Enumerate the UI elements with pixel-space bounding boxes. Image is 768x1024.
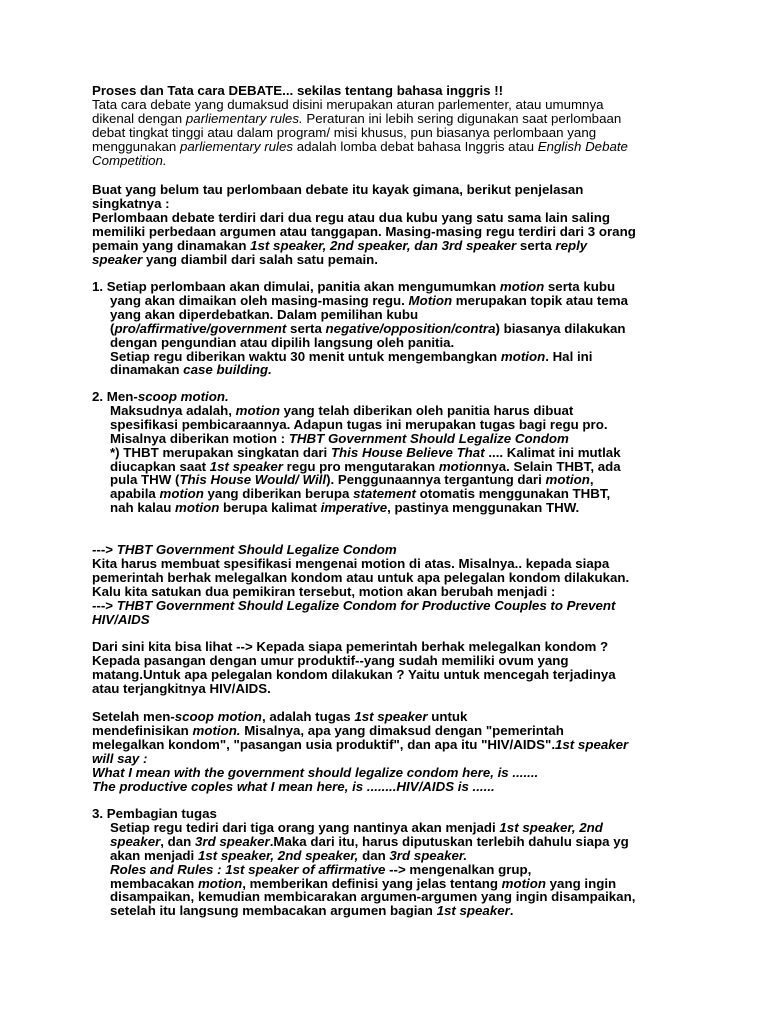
text-line: Setiap regu tediri dari tiga orang yang nantinya akan menjadi 1st speaker, 2nd <box>110 819 603 835</box>
text-line: 1. Setiap perlombaan akan dimulai, panitia akan mengumumkan motion serta kubu <box>92 279 616 294</box>
text-line: disampaikan, kemudian membicarakan argumen-argumen yang ingin disampaikan, <box>110 889 636 905</box>
text-line: speaker, dan 3rd speaker.Maka dari itu, harus diputuskan terlebih dahulu siapa yg <box>110 833 629 849</box>
text-line: dengan pengundian atau dipilih langsung oleh panitia. <box>110 334 455 350</box>
define-section <box>92 710 692 793</box>
text-line: Kalu kita satukan dua pemikiran tersebut, motion akan berubah menjadi : <box>92 583 556 599</box>
text-line: ---> THBT Government Should Legalize Condom <box>92 542 397 557</box>
item-3-section <box>92 807 692 918</box>
text-line: (pro/affirmative/government serta negative/opposition/contra) biasanya dilakukan <box>110 320 626 336</box>
text-line: apabila motion yang diberikan berupa statement otomatis menggunakan THBT, <box>110 486 611 502</box>
text-line: matang.Untuk apa pelegalan kondom dilakukan ? Yaitu untuk mencegah terjadinya <box>92 666 616 682</box>
text-line: spesifikasi pembicaraannya. Adapun tugas ini merupakan tugas bagi regu pro. <box>110 416 608 432</box>
text-line: Competition. <box>92 152 167 168</box>
text-line: will say : <box>92 750 148 766</box>
text-line: Buat yang belum tau perlombaan debate itu kayak gimana, berikut penjelasan <box>92 182 584 197</box>
text-line: debat tingkat tinggi atau dalam program/ misi khusus, pun biasanya perlombaan yang <box>92 124 597 140</box>
text-line: Kepada pasangan dengan umur produktif--yang sudah memiliki ovum yang <box>92 652 569 668</box>
item-2-section <box>92 390 692 515</box>
text-line: Maksudnya adalah, motion yang telah diberikan oleh panitia harus dibuat <box>110 402 574 418</box>
text-line: nah kalau motion berupa kalimat imperative, pastinya menggunakan THW. <box>110 500 580 516</box>
text-line: Roles and Rules : 1st speaker of affirmative --> mengenalkan grup, <box>110 861 532 877</box>
intro-section <box>92 84 692 167</box>
overview-section <box>92 183 692 266</box>
text-line: menggunakan parliementary rules adalah lomba debat bahasa Inggris atau English Debate <box>92 138 628 154</box>
text-line: diucapkan saat 1st speaker regu pro mengutarakan motionnya. Selain THBT, ada <box>110 458 621 474</box>
text-line: Misalnya diberikan motion : THBT Government Should Legalize Condom <box>110 430 569 446</box>
page-title: Proses dan Tata cara DEBATE... sekilas tentang bahasa inggris !! <box>92 83 504 98</box>
text-line: Perlombaan debate terdiri dari dua regu atau dua kubu yang satu sama lain saling <box>92 209 610 225</box>
text-line: The productive coples what I mean here, is ........HIV/AIDS is ...... <box>92 778 495 794</box>
text-line: pemain yang dinamakan 1st speaker, 2nd speaker, dan 3rd speaker serta reply <box>92 237 588 253</box>
text-line: mendefinisikan motion. Misalnya, apa yang dimaksud dengan "pemerintah <box>92 722 564 738</box>
text-line: Kita harus membuat spesifikasi mengenai motion di atas. Misalnya.. kepada siapa <box>92 555 610 571</box>
example-section <box>92 543 692 626</box>
text-line: Setiap regu diberikan waktu 30 menit untuk mengembangkan motion. Hal ini <box>110 348 593 364</box>
analysis-section <box>92 640 692 696</box>
text-line: pemerintah berhak melegalkan kondom atau untuk apa pelegalan kondom dilakukan. <box>92 569 630 585</box>
text-line: singkatnya : <box>92 195 170 211</box>
text-line: atau terjangkitnya HIV/AIDS. <box>92 680 271 696</box>
text-line: speaker yang diambil dari salah satu pemain. <box>92 251 379 267</box>
text-line: setelah itu langsung membacakan argumen bagian 1st speaker. <box>110 903 514 919</box>
text-line: *) THBT merupakan singkatan dari This House Believe That .... Kalimat ini mutlak <box>110 444 621 460</box>
text-line: Dari sini kita bisa lihat --> Kepada siapa pemerintah berhak melegalkan kondom ? <box>92 639 609 654</box>
text-line: yang akan diperdebatkan. Dalam pemilihan kubu <box>110 306 419 322</box>
text-line: 2. Men-scoop motion. <box>92 389 229 404</box>
text-line: membacakan motion, memberikan definisi yang jelas tentang motion yang ingin <box>110 875 617 891</box>
text-line: dinamakan case building. <box>110 362 272 378</box>
text-line: Tata cara debate yang dumaksud disini merupakan aturan parlementer, atau umumnya <box>92 96 604 112</box>
text-line: memiliki perbedaan argumen atau tanggapan. Masing-masing regu terdiri dari 3 orang <box>92 223 636 239</box>
text-line: What I mean with the government should legalize condom here, is ....... <box>92 764 539 780</box>
text-line: ---> THBT Government Should Legalize Condom for Productive Couples to Prevent <box>92 597 616 613</box>
text-line: melegalkan kondom", "pasangan usia produktif", dan apa itu "HIV/AIDS".1st speaker <box>92 736 629 752</box>
text-line: Setelah men-scoop motion, adalah tugas 1st speaker untuk <box>92 709 468 724</box>
item-1-section <box>92 280 692 377</box>
text-line: 3. Pembagian tugas <box>92 806 217 821</box>
text-line: pula THW (This House Would/ Will). Penggunaannya tergantung dari motion, <box>110 472 594 488</box>
text-line: HIV/AIDS <box>92 611 150 627</box>
text-line: dikenal dengan parliementary rules. Peraturan ini lebih sering digunakan saat perlombaan <box>92 110 622 126</box>
text-line: akan menjadi 1st speaker, 2nd speaker, dan 3rd speaker. <box>110 847 468 863</box>
text-line: yang akan dimaikan oleh masing-masing regu. Motion merupakan topik atau tema <box>110 292 628 308</box>
